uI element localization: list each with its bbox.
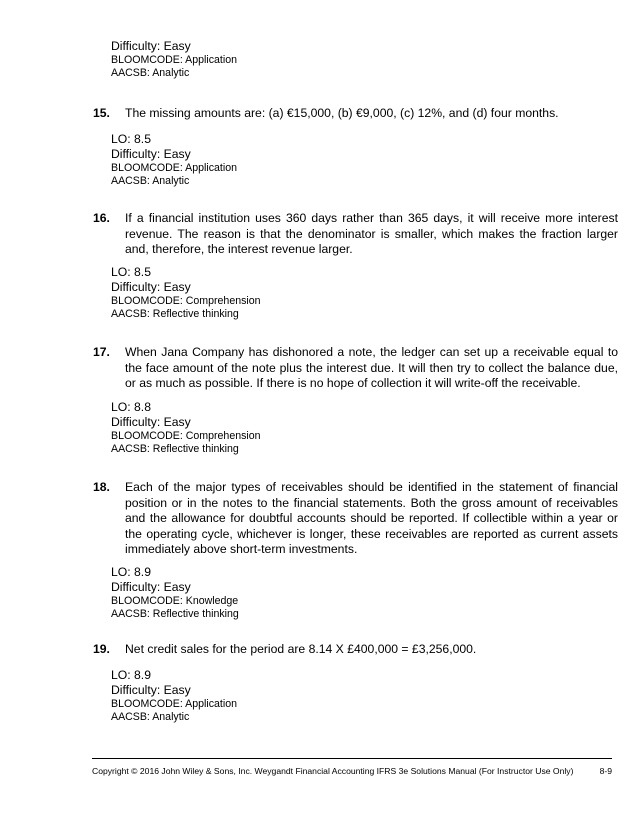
lo-label: LO: 8.5	[111, 265, 151, 279]
question-number: 17.	[93, 345, 110, 359]
lo-label: LO: 8.9	[111, 668, 151, 682]
question-answer-text: If a financial institution uses 360 days rather than 365 days, it will receive more interest revenue. The reason is that the denominator is smaller, which makes the fraction larger and, therefore, the interest revenue larger.	[125, 211, 618, 256]
lo-label: LO: 8.9	[111, 565, 151, 579]
question-answer-text: Net credit sales for the period are 8.14 X £400,000 = £3,256,000.	[125, 642, 477, 656]
question-16-meta	[111, 266, 261, 320]
bloomcode-label: BLOOMCODE: Application	[111, 162, 237, 175]
difficulty-label: Difficulty: Easy	[111, 580, 191, 595]
difficulty-label: Difficulty: Easy	[111, 147, 191, 162]
difficulty-label: Difficulty: Easy	[111, 39, 191, 53]
aacsb-label: AACSB: Analytic	[111, 175, 190, 187]
aacsb-label: AACSB: Reflective thinking	[111, 608, 239, 620]
copyright-text: Copyright © 2016 John Wiley & Sons, Inc. Weygandt Financial Accounting IFRS 3e Solutions Manual (For Instructor Use Only)	[92, 766, 574, 776]
question-answer-text: The missing amounts are: (a) €15,000, (b) €9,000, (c) 12%, and (d) four months.	[125, 106, 559, 120]
question-15	[93, 106, 618, 122]
aacsb-label: AACSB: Reflective thinking	[111, 308, 239, 320]
question-19-meta	[111, 669, 237, 723]
question-answer-text: When Jana Company has dishonored a note, the ledger can set up a receivable equal to the face amount of the note plus the interest due. It will then try to collect the balance due, or as much as possible. If there is no hope of collection it will write-off the receivable.	[125, 345, 618, 390]
bloomcode-label: BLOOMCODE: Application	[111, 698, 237, 711]
question-18	[93, 480, 618, 558]
question-number: 18.	[93, 480, 110, 494]
page-number: 8-9	[599, 766, 612, 776]
bloomcode-label: BLOOMCODE: Comprehension	[111, 430, 261, 443]
bloomcode-label: BLOOMCODE: Application	[111, 54, 237, 67]
question-16	[93, 211, 618, 258]
footer-divider	[92, 758, 612, 759]
lo-label: LO: 8.8	[111, 400, 151, 414]
bloomcode-label: BLOOMCODE: Knowledge	[111, 595, 239, 608]
question-number: 19.	[93, 642, 110, 656]
lo-label: LO: 8.5	[111, 132, 151, 146]
difficulty-label: Difficulty: Easy	[111, 415, 191, 430]
question-number: 16.	[93, 211, 110, 225]
question-number: 15.	[93, 106, 110, 120]
difficulty-label: Difficulty: Easy	[111, 683, 191, 698]
aacsb-label: AACSB: Analytic	[111, 711, 190, 723]
top-meta-block	[111, 40, 237, 78]
question-18-meta	[111, 566, 239, 620]
difficulty-label: Difficulty: Easy	[111, 280, 191, 295]
aacsb-label: AACSB: Reflective thinking	[111, 443, 239, 455]
question-15-meta	[111, 133, 237, 187]
question-19	[93, 642, 618, 658]
question-17	[93, 345, 618, 392]
question-17-meta	[111, 401, 261, 455]
aacsb-label: AACSB: Analytic	[111, 66, 190, 79]
question-answer-text: Each of the major types of receivables should be identified in the statement of financial position or in the notes to the financial statements. Both the gross amount of receivables and the allowance for doubtful accounts should be reported. If collectible within a year or the operating cycle, whichever is longer, these receivables are reported as current assets immediately above short-term investments.	[125, 480, 618, 556]
bloomcode-label: BLOOMCODE: Comprehension	[111, 295, 261, 308]
